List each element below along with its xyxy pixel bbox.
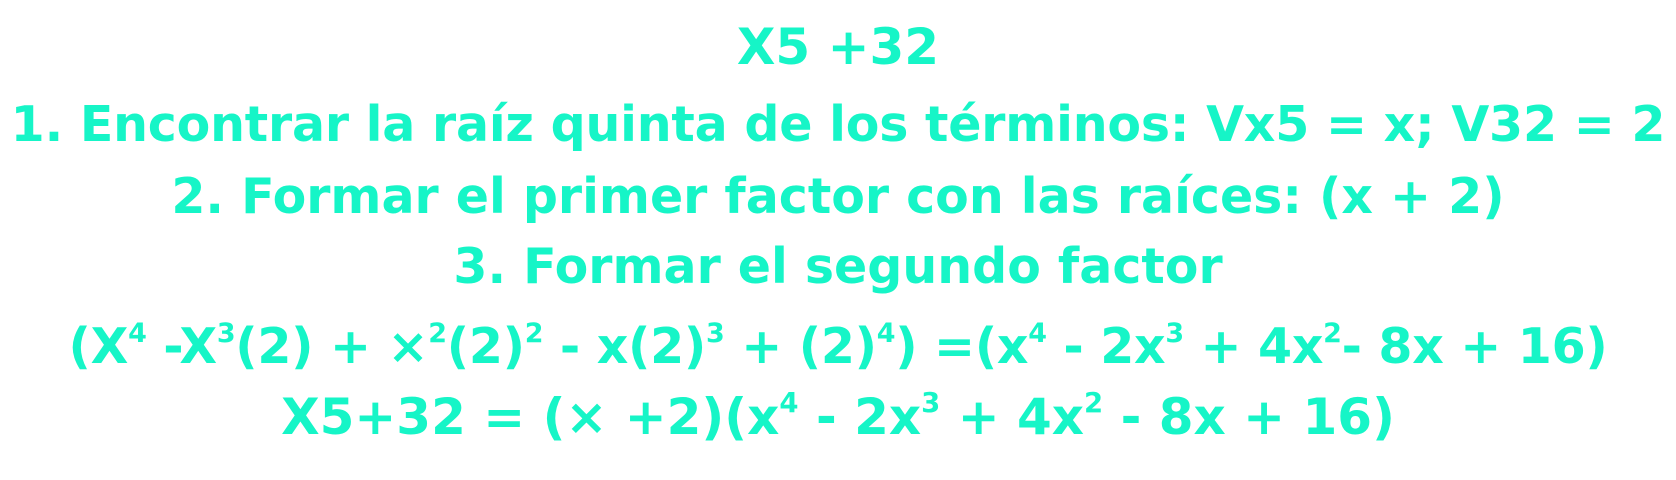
- result-term: - 8x + 16): [1103, 388, 1395, 446]
- final-result: [0, 387, 1676, 446]
- step-2-text: 2. Formar el primer factor con las raíces: (x + 2): [171, 168, 1505, 225]
- exponent: 4: [128, 317, 147, 349]
- expansion-term: -X: [146, 318, 217, 375]
- exponent: 4: [876, 317, 896, 349]
- expansion-term: ) =(x: [895, 318, 1029, 375]
- result-term: - 2x: [798, 388, 922, 446]
- step-3-text: 3. Formar el segundo factor: [453, 238, 1223, 295]
- result-term: X5+32 = (× +2)(x: [281, 388, 780, 446]
- exponent: 4: [1028, 317, 1047, 349]
- step-1-text: 1. Encontrar la raíz quinta de los términos: Vx5 = x; V32 = 2: [10, 96, 1666, 153]
- second-factor-expansion: [0, 317, 1676, 375]
- exponent: 3: [921, 387, 941, 420]
- expansion-term: + 4x: [1183, 318, 1324, 375]
- exponent: 3: [216, 317, 236, 349]
- expansion-term: (2) + ×: [235, 318, 429, 375]
- exponent: 2: [524, 317, 544, 349]
- expansion-term: - x(2): [543, 318, 707, 375]
- exponent: 4: [779, 387, 799, 420]
- exponent: 2: [428, 317, 447, 349]
- exponent: 2: [1084, 387, 1104, 420]
- exponent: 3: [1165, 317, 1184, 349]
- result-term: + 4x: [940, 388, 1085, 446]
- exponent: 2: [1323, 317, 1342, 349]
- expression-title: X5 +32: [736, 18, 940, 76]
- exponent: 3: [706, 317, 725, 349]
- expansion-term: - 8x + 16): [1341, 318, 1608, 375]
- expansion-term: - 2x: [1046, 318, 1166, 375]
- expansion-term: (X: [68, 318, 129, 375]
- expansion-term: + (2): [724, 318, 877, 375]
- expansion-term: (2): [446, 318, 525, 375]
